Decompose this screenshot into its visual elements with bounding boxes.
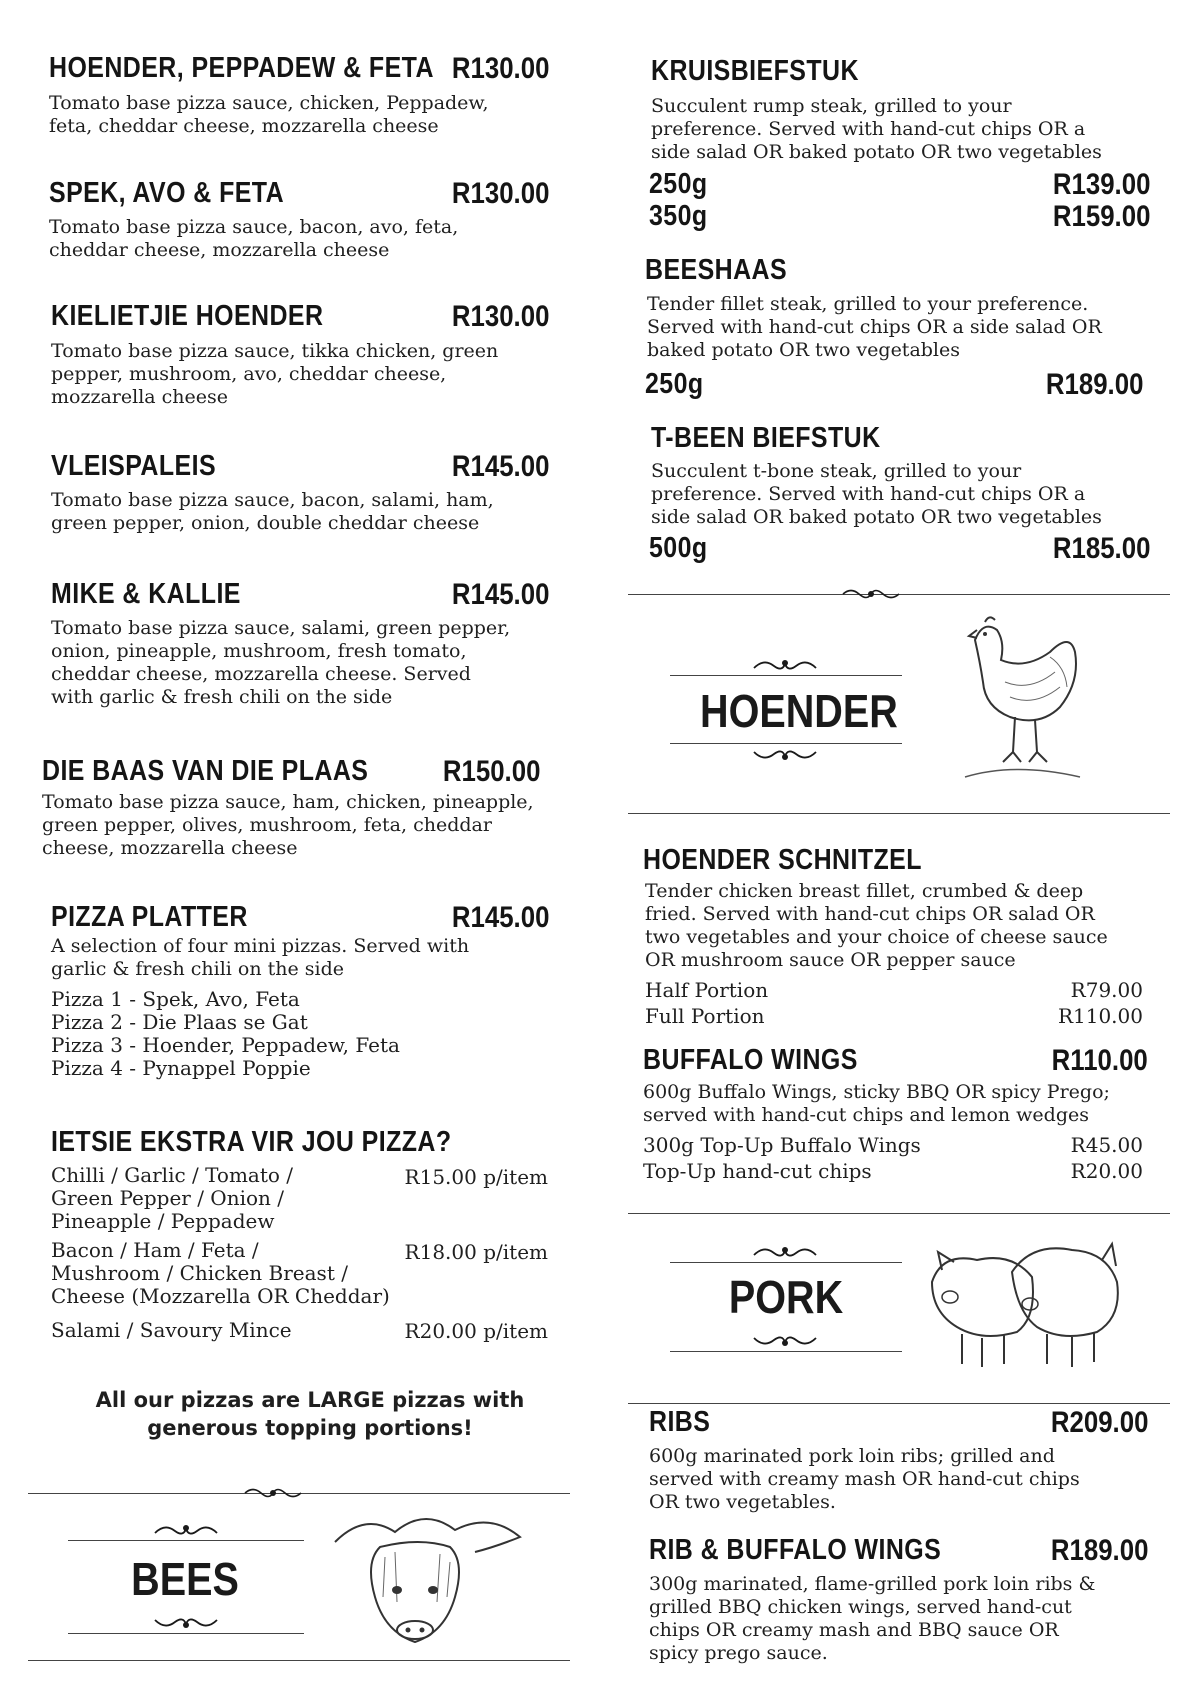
- item-description: Tomato base pizza sauce, bacon, salami, ham, green pepper, onion, double cheddar cheese: [51, 489, 494, 534]
- item-title: SPEK, AVO & FETA: [49, 177, 285, 209]
- portion-label: Full Portion: [645, 1004, 765, 1028]
- section-title: BEES: [131, 1553, 239, 1605]
- ornament-flourish-icon: [153, 1614, 219, 1630]
- item-title: BUFFALO WINGS: [643, 1044, 858, 1076]
- item-description: 600g marinated pork loin ribs; grilled and served with creamy mash OR hand-cut chips OR two vegetables.: [649, 1445, 1080, 1513]
- section-title: HOENDER: [700, 685, 898, 737]
- item-description: Succulent rump steak, grilled to your preference. Served with hand-cut chips OR a side salad OR baked potato OR two vegetables: [651, 95, 1102, 163]
- topup-label: 300g Top-Up Buffalo Wings: [643, 1133, 921, 1157]
- item-description: Tomato base pizza sauce, bacon, avo, feta, cheddar cheese, mozzarella cheese: [49, 216, 459, 261]
- item-price: R189.00: [1050, 1534, 1148, 1567]
- portion-label: Half Portion: [645, 978, 769, 1002]
- divider: [628, 813, 1170, 814]
- item-title: RIB & BUFFALO WINGS: [649, 1534, 942, 1566]
- ornament-flourish-icon: [841, 587, 901, 601]
- item-title: T-BEEN BIEFSTUK: [651, 422, 881, 454]
- ornament-flourish-icon: [243, 1486, 303, 1500]
- item-price: R150.00: [442, 755, 540, 788]
- size-label: 250g: [645, 368, 704, 400]
- chicken-illustration: [955, 612, 1085, 787]
- extras-items: Chilli / Garlic / Tomato / Green Pepper / Onion / Pineapple / Peppadew: [51, 1163, 294, 1233]
- item-description: 600g Buffalo Wings, sticky BBQ OR spicy Prego; served with hand-cut chips and lemon wedges: [643, 1081, 1110, 1126]
- item-title: DIE BAAS VAN DIE PLAAS: [42, 755, 369, 787]
- extras-price: R15.00 p/item: [404, 1165, 548, 1189]
- item-description: Tender fillet steak, grilled to your preference. Served with hand-cut chips OR a side salad OR baked potato OR two vegetables: [647, 293, 1102, 361]
- item-title: PIZZA PLATTER: [51, 901, 248, 933]
- divider: [670, 1262, 902, 1263]
- item-price: R209.00: [1050, 1406, 1148, 1439]
- divider: [670, 1351, 902, 1352]
- divider: [68, 1633, 304, 1634]
- divider: [628, 1403, 1170, 1404]
- item-description: 300g marinated, flame-grilled pork loin ribs & grilled BBQ chicken wings, served hand-cut chips OR creamy mash and BBQ sauce OR spicy prego sauce.: [649, 1573, 1096, 1664]
- topup-label: Top-Up hand-cut chips: [643, 1159, 872, 1183]
- cow-illustration: [325, 1502, 525, 1652]
- item-price: R130.00: [451, 52, 549, 85]
- size-label: 350g: [649, 200, 708, 232]
- divider: [28, 1660, 570, 1661]
- topup-price: R45.00: [1070, 1133, 1143, 1157]
- size-price: R185.00: [1052, 532, 1150, 565]
- extras-items: Salami / Savoury Mince: [51, 1318, 292, 1342]
- item-description: Tomato base pizza sauce, tikka chicken, green pepper, mushroom, avo, cheddar cheese, mozzarella cheese: [51, 340, 499, 408]
- size-price: R189.00: [1045, 368, 1143, 401]
- pigs-illustration: [922, 1222, 1122, 1372]
- size-label: 500g: [649, 532, 708, 564]
- portion-price: R79.00: [1070, 978, 1143, 1002]
- list-item: Pizza 2 - Die Plaas se Gat: [51, 1010, 308, 1034]
- item-description: Tomato base pizza sauce, chicken, Peppadew, feta, cheddar cheese, mozzarella cheese: [49, 92, 489, 137]
- item-description: Tomato base pizza sauce, ham, chicken, pineapple, green pepper, olives, mushroom, feta, cheddar cheese, mozzarella cheese: [42, 791, 534, 859]
- portion-price: R110.00: [1057, 1004, 1143, 1028]
- extras-price: R20.00 p/item: [404, 1319, 548, 1343]
- ornament-flourish-icon: [752, 746, 818, 762]
- item-description: Tomato base pizza sauce, salami, green pepper, onion, pineapple, mushroom, fresh tomato, cheddar cheese, mozzarella cheese. Served with garlic & fresh chili on the side: [51, 617, 511, 708]
- list-item: Pizza 4 - Pynappel Poppie: [51, 1056, 311, 1080]
- extras-title: IETSIE EKSTRA VIR JOU PIZZA?: [51, 1126, 452, 1158]
- item-title: KRUISBIEFSTUK: [651, 55, 859, 87]
- item-title: VLEISPALEIS: [51, 450, 217, 482]
- item-price: R145.00: [451, 901, 549, 934]
- list-item: Pizza 1 - Spek, Avo, Feta: [51, 987, 300, 1011]
- pizza-note: All our pizzas are LARGE pizzas with generous topping portions!: [95, 1388, 525, 1440]
- item-title: MIKE & KALLIE: [51, 578, 241, 610]
- size-price: R139.00: [1052, 168, 1150, 201]
- ornament-flourish-icon: [752, 1332, 818, 1348]
- topup-price: R20.00: [1070, 1159, 1143, 1183]
- extras-items: Bacon / Ham / Feta / Mushroom / Chicken Breast / Cheese (Mozzarella OR Cheddar): [51, 1238, 390, 1308]
- item-title: KIELIETJIE HOENDER: [51, 300, 324, 332]
- extras-price: R18.00 p/item: [404, 1240, 548, 1264]
- section-title: PORK: [728, 1271, 844, 1323]
- ornament-flourish-icon: [752, 1245, 818, 1261]
- item-description: Succulent t-bone steak, grilled to your preference. Served with hand-cut chips OR a side salad OR baked potato OR two vegetables: [651, 460, 1102, 528]
- divider: [628, 1213, 1170, 1214]
- item-description: Tender chicken breast fillet, crumbed & deep fried. Served with hand-cut chips OR salad OR two vegetables and your choice of cheese sauce OR mushroom sauce OR pepper sauce: [645, 880, 1108, 971]
- item-price: R130.00: [451, 300, 549, 333]
- divider: [670, 743, 902, 744]
- item-title: HOENDER, PEPPADEW & FETA: [49, 52, 434, 84]
- item-price: R145.00: [451, 450, 549, 483]
- ornament-flourish-icon: [752, 658, 818, 674]
- item-price: R110.00: [1051, 1044, 1148, 1077]
- ornament-flourish-icon: [153, 1523, 219, 1539]
- item-price: R130.00: [451, 177, 549, 210]
- item-title: RIBS: [649, 1406, 711, 1438]
- item-title: BEESHAAS: [645, 254, 788, 286]
- item-price: R145.00: [451, 578, 549, 611]
- divider: [68, 1540, 304, 1541]
- list-item: Pizza 3 - Hoender, Peppadew, Feta: [51, 1033, 400, 1057]
- item-title: HOENDER SCHNITZEL: [643, 844, 922, 876]
- divider: [670, 675, 902, 676]
- size-price: R159.00: [1052, 200, 1150, 233]
- size-label: 250g: [649, 168, 708, 200]
- item-description: A selection of four mini pizzas. Served with garlic & fresh chili on the side: [51, 935, 470, 980]
